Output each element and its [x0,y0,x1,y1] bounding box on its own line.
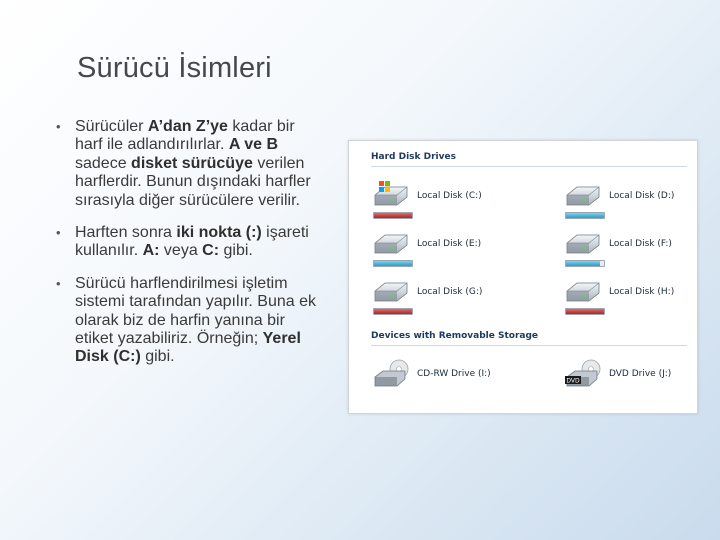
usage-bar [565,260,605,267]
removable-item[interactable] [563,359,713,399]
bullet-item [56,118,318,210]
drive-label: Local Disk (C:) [417,191,482,201]
explorer-screenshot [348,140,698,414]
usage-fill [374,261,412,266]
drive-label: Local Disk (G:) [417,287,483,297]
usage-bar [565,212,605,219]
bold-text: disket sürücüye [131,154,253,172]
drive-item[interactable] [563,229,713,269]
drive-label: Local Disk (F:) [609,239,672,249]
bullet-item [56,224,318,261]
usage-fill [374,309,412,314]
section-divider [371,166,687,167]
cd-drive-icon [371,359,411,399]
usage-fill [566,309,604,314]
bold-text: C: [202,242,220,260]
bold-text: A ve B [228,136,279,154]
section-divider [371,345,687,346]
usage-bar [373,308,413,315]
bold-text: A’dan Z’ye [147,118,228,135]
bold-text: A: [142,242,160,260]
bold-text: Yerel Disk (C:) [75,330,301,366]
bullet-text: Sürücüler A’dan Z’ye kadar bir harf ile adlandırılırlar. A ve B sadece disket sürücüye verilen harflerdir. Bunun dışındaki harfler sırasıyla diğer sürücülere verilir. [75,118,311,209]
bold-text: iki nokta (:) [176,224,262,242]
drive-item[interactable] [563,277,713,317]
bullet-dot: • [56,119,61,134]
usage-bar [373,212,413,219]
drive-item[interactable] [563,181,713,221]
usage-fill [374,213,412,218]
slide-title: Sürücü İsimleri [77,52,272,84]
removable-item[interactable] [371,359,521,399]
drive-label: CD-RW Drive (I:) [417,369,491,379]
drive-label: Local Disk (H:) [609,287,675,297]
drive-item[interactable] [371,277,521,317]
usage-bar [373,260,413,267]
bullet-list [56,118,318,381]
drive-item[interactable] [371,229,521,269]
svg-text:DVD: DVD [566,377,580,385]
removable-storage-heading: Devices with Removable Storage [371,331,539,341]
bullet-dot: • [56,275,61,291]
dvd-drive-icon [563,359,603,399]
hard-disks-heading: Hard Disk Drives [371,152,456,162]
drive-label: Local Disk (E:) [417,239,482,249]
bullet-item [56,275,318,367]
drive-item[interactable] [371,181,521,221]
drive-label: DVD Drive (J:) [609,369,672,379]
usage-bar [565,308,605,315]
drive-label: Local Disk (D:) [609,191,675,201]
bullet-text: Sürücü harflendirilmesi işletim sistemi tarafından yapılır. Buna ek olarak biz de harfin yanına bir etiket yazabiliriz. Örneğin; Yerel Disk (C:) gibi. [75,274,317,366]
usage-fill [566,213,604,218]
bullet-text: Harften sonra iki nokta (:) işareti kullanılır. A: veya C: gibi. [75,224,309,260]
bullet-dot: • [56,225,61,241]
usage-fill [566,261,600,266]
